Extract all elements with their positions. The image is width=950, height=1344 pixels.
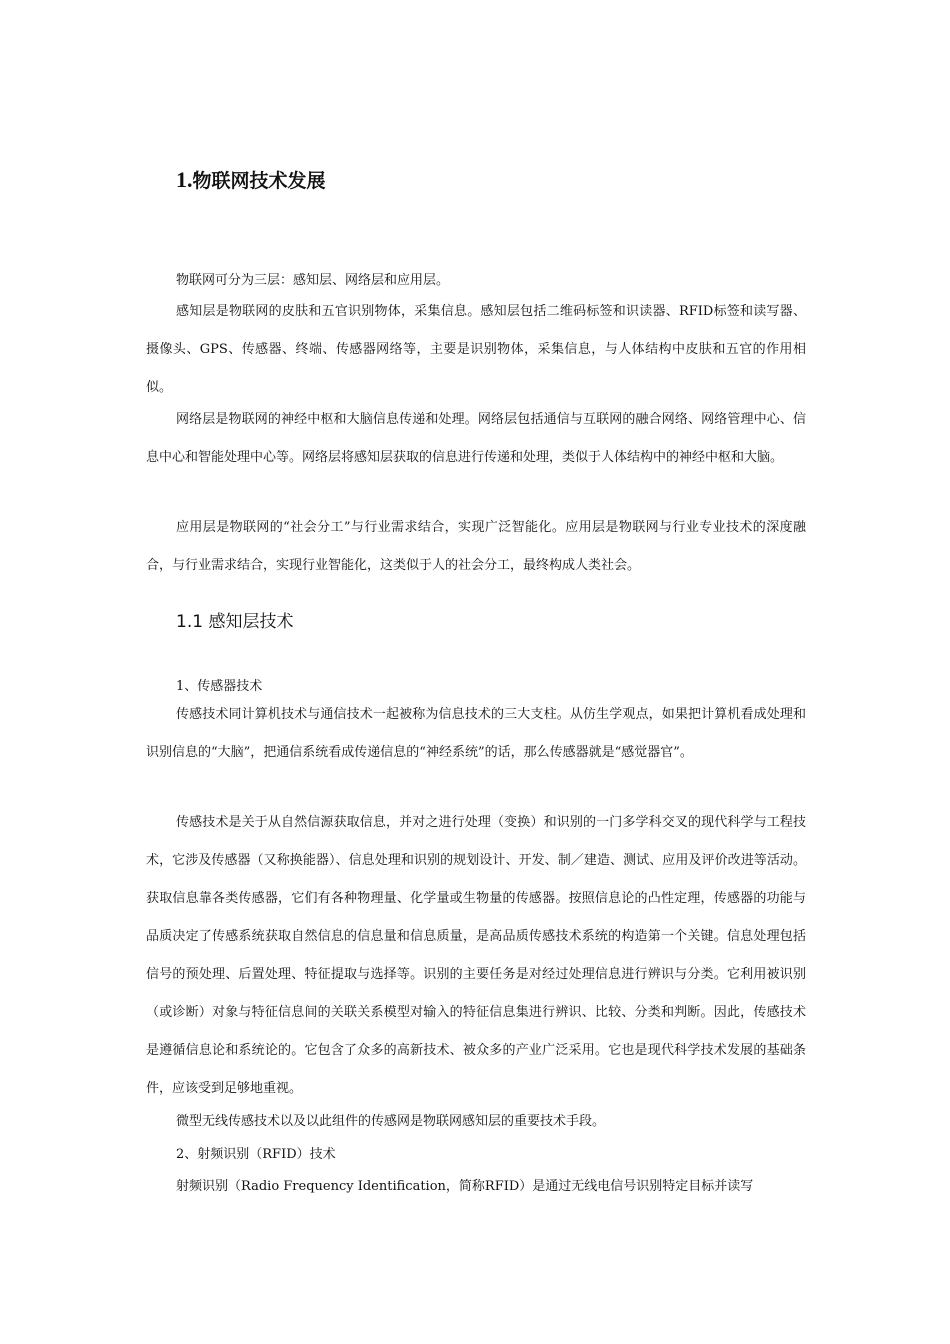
heading-number: 1. — [176, 167, 193, 192]
perception-layer-paragraph: 感知层是物联网的皮肤和五官识别物体，采集信息。感知层包括二维码标签和识读器、RFID标签和读写器、摄像头、GPS、传感器、终端、传感器网络等，主要是识别物体，采集信息，与人体结构中皮肤和五官的作用相似。 — [146, 304, 806, 395]
sensor-paragraph-3: 微型无线传感技术以及以此组件的传感网是物联网感知层的重要技术手段。 — [176, 1114, 606, 1129]
section-heading — [176, 166, 326, 193]
application-layer-paragraph: 应用层是物联网的“社会分工”与行业需求结合，实现广泛智能化。应用层是物联网与行业专业技术的深度融合，与行业需求结合，实现行业智能化，这类似于人的社会分工，最终构成人类社会。 — [146, 520, 806, 573]
sensor-paragraph-2: 传感技术是关于从自然信源获取信息，并对之进行处理（变换）和识别的一门多学科交叉的现代科学与工程技术，它涉及传感器（又称换能器）、信息处理和识别的规划设计、开发、制／建造、测试、应用及评价改进等活动。获取信息靠各类传感器，它们有各种物理量、化学量或生物量的传感器。按照信息论的凸性定理，传感器的功能与品质决定了传感系统获取自然信息的信息量和信息质量，是高品质传感技术系统的构造第一个关键。信息处理包括信号的预处理、后置处理、特征提取与选择等。识别的主要任务是对经过处理信息进行辨识与分类。它利用被识别（或诊断）对象与特征信息间的关联关系模型对输入的特征信息集进行辨识、比较、分类和判断。因此，传感技术是遵循信息论和系统论的。它包含了众多的高新技术、被众多的产业广泛采用。它也是现代科学技术发展的基础条件，应该受到足够地重视。 — [146, 815, 806, 1096]
subsection-heading: 1.1 感知层技术 — [176, 612, 294, 632]
intro-paragraph: 物联网可分为三层：感知层、网络层和应用层。 — [176, 273, 450, 288]
sensor-paragraph-1: 传感技术同计算机技术与通信技术一起被称为信息技术的三大支柱。从仿生学观点，如果把计算机看成处理和识别信息的“大脑”，把通信系统看成传递信息的“神经系统”的话，那么传感器就是“感觉器官”。 — [146, 707, 806, 760]
rfid-paragraph: 射频识别（Radio Frequency Identification，简称RFID）是通过无线电信号识别特定目标并读写 — [176, 1179, 754, 1194]
rfid-item-title: 2、射频识别（RFID）技术 — [176, 1147, 336, 1162]
sensor-item-title: 1、传感器技术 — [176, 679, 263, 694]
network-layer-paragraph: 网络层是物联网的神经中枢和大脑信息传递和处理。网络层包括通信与互联网的融合网络、网络管理中心、信息中心和智能处理中心等。网络层将感知层获取的信息进行传递和处理，类似于人体结构中的神经中枢和大脑。 — [146, 412, 806, 465]
heading-text: 物联网技术发展 — [192, 170, 326, 192]
